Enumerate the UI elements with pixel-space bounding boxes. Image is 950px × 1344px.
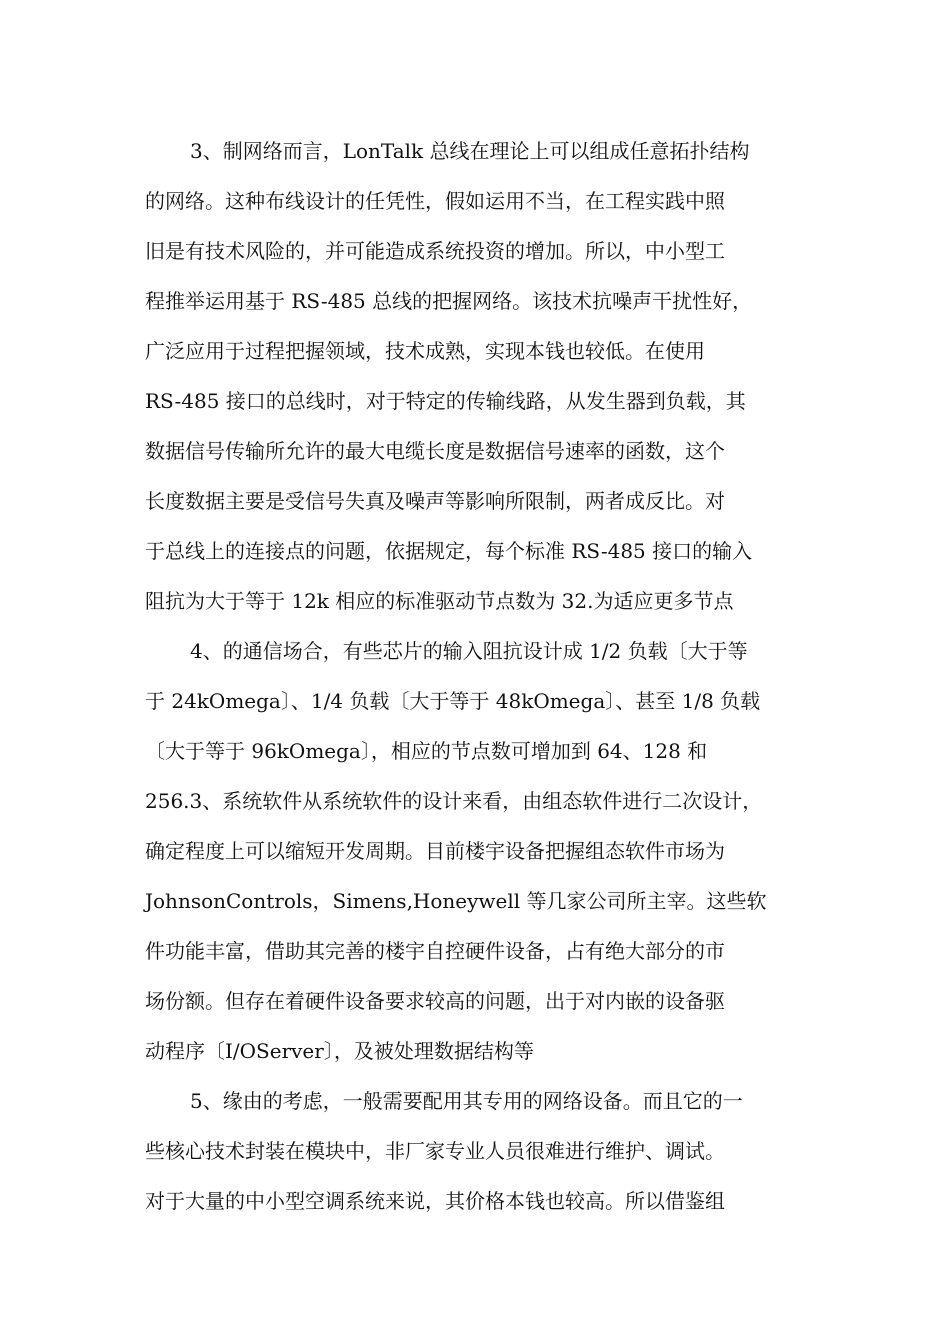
paragraph-5-line-2: 些核心技术封装在模块中，非厂家专业人员很难进行维护、调试。 [145,1139,725,1163]
paragraph-3-line-9: 于总线上的连接点的问题，依据规定，每个标准 RS-485 接口的输入 [145,539,753,563]
paragraph-4-line-8: 场份额。但存在着硬件设备要求较高的问题，出于对内嵌的设备驱 [145,989,725,1013]
paragraph-4-line-7: 件功能丰富，借助其完善的楼宇自控硬件设备，占有绝大部分的市 [145,939,725,963]
paragraph-3-line-10: 阻抗为大于等于 12k 相应的标准驱动节点数为 32.为适应更多节点 [145,589,734,613]
paragraph-3-line-1: 3、制网络而言，LonTalk 总线在理论上可以组成任意拓扑结构 [190,139,750,163]
paragraph-4-line-6: JohnsonControls，Simens,Honeywell 等几家公司所主宰。这些软 [145,889,767,913]
paragraph-3-line-2: 的网络。这种布线设计的任凭性，假如运用不当，在工程实践中照 [145,189,725,213]
paragraph-5-line-3: 对于大量的中小型空调系统来说，其价格本钱也较高。所以借鉴组 [145,1189,725,1213]
paragraph-5-line-1: 5、缘由的考虑，一般需要配用其专用的网络设备。而且它的一 [190,1089,743,1113]
paragraph-4-line-4: 256.3、系统软件从系统软件的设计来看，由组态软件进行二次设计， [145,789,763,813]
paragraph-3-line-4: 程推举运用基于 RS-485 总线的把握网络。该技术抗噪声干扰性好， [145,289,753,313]
paragraph-4-line-9: 动程序〔I/OServer〕，及被处理数据结构等 [145,1039,534,1063]
paragraph-3-line-3: 旧是有技术风险的，并可能造成系统投资的增加。所以，中小型工 [145,239,725,263]
paragraph-3-line-6: RS-485 接口的总线时，对于特定的传输线路，从发生器到负载，其 [145,389,746,413]
paragraph-3-line-5: 广泛应用于过程把握领域，技术成熟，实现本钱也较低。在使用 [145,339,705,363]
paragraph-4-line-3: 〔大于等于 96kOmega〕，相应的节点数可增加到 64、128 和 [145,739,708,763]
paragraph-3-line-7: 数据信号传输所允许的最大电缆长度是数据信号速率的函数，这个 [145,439,725,463]
paragraph-4-line-2: 于 24kOmega〕、1/4 负载〔大于等于 48kOmega〕、甚至 1/8 负载 [145,689,761,713]
paragraph-3-line-8: 长度数据主要是受信号失真及噪声等影响所限制，两者成反比。对 [145,489,725,513]
paragraph-4-line-1: 4、的通信场合，有些芯片的输入阻抗设计成 1/2 负载〔大于等 [190,639,748,663]
paragraph-4-line-5: 确定程度上可以缩短开发周期。目前楼宇设备把握组态软件市场为 [145,839,725,863]
